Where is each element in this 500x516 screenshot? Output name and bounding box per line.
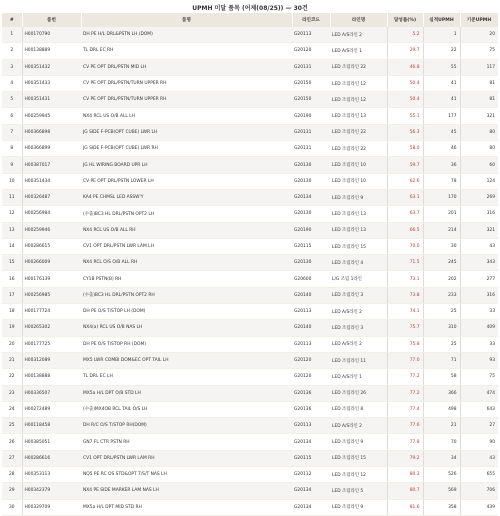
cell-index: 19 <box>2 320 22 336</box>
cell-standard-upmh: 343 <box>460 255 498 271</box>
cell-part-no: H00266009 <box>22 255 81 271</box>
cell-line-code: G20130 <box>292 206 330 222</box>
table-row[interactable] <box>2 141 498 157</box>
cell-actual-upmh: 55 <box>423 59 460 75</box>
column-header-line-code[interactable]: 라인코드 <box>292 13 330 27</box>
cell-index: 15 <box>2 255 22 271</box>
cell-index: 20 <box>2 336 22 352</box>
cell-standard-upmh: 117 <box>460 59 498 75</box>
cell-achievement-rate: 77.2 <box>387 385 423 401</box>
cell-index: 30 <box>2 499 22 515</box>
cell-actual-upmh: 22 <box>423 43 460 59</box>
cell-standard-upmh: 655 <box>460 467 498 483</box>
cell-index: 21 <box>2 352 22 368</box>
column-header-part-name[interactable]: 품명 <box>81 13 292 27</box>
cell-index: 18 <box>2 304 22 320</box>
cell-part-no: H00259945 <box>22 108 81 124</box>
cell-achievement-rate: 77.2 <box>387 369 423 385</box>
cell-line-name: LED 조립라인 13 <box>330 108 387 124</box>
cell-actual-upmh: 1 <box>423 27 460 43</box>
table-row[interactable] <box>2 157 498 173</box>
cell-line-name: LED A/S라인 1 <box>330 43 387 59</box>
cell-index: 2 <box>2 43 22 59</box>
cell-part-no: H00351434 <box>22 173 81 189</box>
cell-line-name: LED 조립라인 9 <box>330 499 387 515</box>
table-row[interactable] <box>2 255 498 271</box>
cell-achievement-rate: 77.4 <box>387 401 423 417</box>
cell-standard-upmh: 277 <box>460 271 498 287</box>
table-row[interactable] <box>2 75 498 91</box>
cell-part-name: CV PE OPT DRL/PSTN/TURN UPPER RH <box>81 75 292 91</box>
cell-part-no: H00329709 <box>22 499 81 515</box>
cell-part-no: H00138889 <box>22 43 81 59</box>
cell-part-name: DH PE O/S T/STOP LH (DOM) <box>81 304 292 320</box>
cell-standard-upmh: 43 <box>460 450 498 466</box>
cell-standard-upmh: 124 <box>460 173 498 189</box>
cell-line-name: L/G 조립 1라인 <box>330 271 387 287</box>
table-row[interactable] <box>2 467 498 483</box>
cell-line-code: G20115 <box>292 238 330 254</box>
cell-actual-upmh: 358 <box>423 499 460 515</box>
cell-part-name: (수출)BC3 HL DRL/PSTN OPT2 LH <box>81 206 292 222</box>
cell-line-name: LED 조립라인 15 <box>330 238 387 254</box>
cell-standard-upmh: 706 <box>460 483 498 499</box>
cell-part-name: MX5a H/L DPT MID STD RH <box>81 499 292 515</box>
cell-actual-upmh: 498 <box>423 401 460 417</box>
cell-actual-upmh: 30 <box>423 238 460 254</box>
cell-part-name: CV1 OPT DRL/PSTN LWR LAM RH <box>81 450 292 466</box>
cell-line-name: LED 조립라인 5 <box>330 483 387 499</box>
cell-line-name: LED 조립라인 4 <box>330 255 387 271</box>
cell-part-no: H00259946 <box>22 222 81 238</box>
cell-index: 12 <box>2 206 22 222</box>
cell-index: 9 <box>2 157 22 173</box>
cell-actual-upmh: 202 <box>423 271 460 287</box>
cell-index: 25 <box>2 418 22 434</box>
cell-actual-upmh: 21 <box>423 418 460 434</box>
cell-actual-upmh: 36 <box>423 157 460 173</box>
cell-line-code: G20113 <box>292 304 330 320</box>
cell-line-code: G20131 <box>292 141 330 157</box>
cell-line-name: LED 조립라인 26 <box>330 385 387 401</box>
cell-achievement-rate: 63.7 <box>387 206 423 222</box>
cell-achievement-rate: 77.6 <box>387 418 423 434</box>
cell-line-name: LED A/S라인 1 <box>330 369 387 385</box>
cell-standard-upmh: 409 <box>460 320 498 336</box>
cell-achievement-rate: 81.6 <box>387 499 423 515</box>
cell-part-no: H00176139 <box>22 271 81 287</box>
cell-part-name: NX4 RCL O/S O/B ALL RH <box>81 255 292 271</box>
cell-standard-upmh: 93 <box>460 352 498 368</box>
cell-line-name: LED 조립라인 10 <box>330 173 387 189</box>
cell-part-no: H00177725 <box>22 336 81 352</box>
upmh-table <box>2 13 499 516</box>
cell-actual-upmh: 71 <box>423 352 460 368</box>
table-row[interactable] <box>2 369 498 385</box>
cell-part-name: CV PE OPT DRL/PSTN LOWER LH <box>81 173 292 189</box>
cell-part-no: H00385051 <box>22 434 81 450</box>
cell-part-name: NX4 RCL US O/B ALL RH <box>81 222 292 238</box>
table-row[interactable] <box>2 92 498 108</box>
cell-line-name: LED 조립라인 10 <box>330 157 387 173</box>
cell-index: 6 <box>2 108 22 124</box>
cell-achievement-rate: 29.7 <box>387 43 423 59</box>
table-row[interactable] <box>2 59 498 75</box>
cell-achievement-rate: 58.0 <box>387 141 423 157</box>
cell-line-code: G20190 <box>292 108 330 124</box>
cell-index: 10 <box>2 173 22 189</box>
cell-achievement-rate: 77.8 <box>387 434 423 450</box>
cell-actual-upmh: 70 <box>423 434 460 450</box>
table-row[interactable] <box>2 304 498 320</box>
cell-actual-upmh: 78 <box>423 173 460 189</box>
cell-line-code: G20130 <box>292 157 330 173</box>
cell-line-name: LED 조립라인 22 <box>330 59 387 75</box>
cell-index: 27 <box>2 450 22 466</box>
cell-line-code: G20134 <box>292 483 330 499</box>
cell-part-name: NQ5 PE RC OS STD&OPT T/S/T NAS LH <box>81 467 292 483</box>
cell-achievement-rate: 77.0 <box>387 352 423 368</box>
cell-actual-upmh: 569 <box>423 483 460 499</box>
table-row[interactable] <box>2 352 498 368</box>
cell-index: 13 <box>2 222 22 238</box>
cell-line-code: G20120 <box>292 369 330 385</box>
cell-line-code: G20120 <box>292 43 330 59</box>
cell-actual-upmh: 41 <box>423 92 460 108</box>
cell-index: 22 <box>2 369 22 385</box>
cell-index: 26 <box>2 434 22 450</box>
table-row[interactable] <box>2 271 498 287</box>
cell-line-name: LED 조립라인 12 <box>330 75 387 91</box>
cell-line-code: G20112 <box>292 467 330 483</box>
cell-line-name: LED 조립라인 13 <box>330 206 387 222</box>
cell-part-name: GN7 FL CTR PSTN RH <box>81 434 292 450</box>
cell-achievement-rate: 80.3 <box>387 467 423 483</box>
cell-standard-upmh: 43 <box>460 238 498 254</box>
table-row[interactable] <box>2 450 498 466</box>
cell-part-name: DH R/C O/S T/STOP RH(DOM) <box>81 418 292 434</box>
cell-line-name: LED 조립라인 9 <box>330 189 387 205</box>
cell-line-code: G20136 <box>292 385 330 401</box>
cell-part-name: (수출)BC3 HL DRL/PSTN OPT2 RH <box>81 287 292 303</box>
cell-part-no: H00286615 <box>22 238 81 254</box>
cell-achievement-rate: 56.3 <box>387 124 423 140</box>
cell-achievement-rate: 66.5 <box>387 222 423 238</box>
cell-standard-upmh: 75 <box>460 43 498 59</box>
cell-line-name: LED 조립라인 9 <box>330 434 387 450</box>
cell-line-code: G20115 <box>292 450 330 466</box>
cell-index: 17 <box>2 287 22 303</box>
table-row[interactable] <box>2 483 498 499</box>
cell-achievement-rate: 59.7 <box>387 157 423 173</box>
cell-line-code: G20131 <box>292 124 330 140</box>
cell-part-no: H00353113 <box>22 467 81 483</box>
cell-index: 29 <box>2 483 22 499</box>
table-row[interactable] <box>2 43 498 59</box>
cell-index: 5 <box>2 92 22 108</box>
cell-actual-upmh: 34 <box>423 450 460 466</box>
cell-line-code: G20190 <box>292 222 330 238</box>
cell-standard-upmh: 474 <box>460 385 498 401</box>
cell-part-no: H00170790 <box>22 27 81 43</box>
cell-index: 3 <box>2 59 22 75</box>
cell-line-name: LED 조립라인 13 <box>330 222 387 238</box>
cell-index: 4 <box>2 75 22 91</box>
cell-standard-upmh: 316 <box>460 287 498 303</box>
cell-part-name: JG SIDE F-PCB(OPT CUBE) LWR LH <box>81 124 292 140</box>
table-row[interactable] <box>2 385 498 401</box>
cell-actual-upmh: 170 <box>423 189 460 205</box>
cell-part-name: TL DRL EC LH <box>81 369 292 385</box>
cell-line-code: G20140 <box>292 287 330 303</box>
cell-actual-upmh: 245 <box>423 255 460 271</box>
cell-part-no: H00366899 <box>22 141 81 157</box>
cell-part-name: CY1B PSTN(B) RH <box>81 271 292 287</box>
cell-part-name: DH PE H/L DRL&PSTN LH (DOM) <box>81 27 292 43</box>
cell-actual-upmh: 366 <box>423 385 460 401</box>
cell-line-code: G20120 <box>292 352 330 368</box>
cell-part-name: MX5 LWR COMBI DOM&EC OPT TAIL LH <box>81 352 292 368</box>
column-header-actual-upmh[interactable]: 실적UPMH <box>423 13 460 27</box>
cell-index: 8 <box>2 141 22 157</box>
cell-actual-upmh: 25 <box>423 304 460 320</box>
cell-line-code: G20134 <box>292 434 330 450</box>
cell-actual-upmh: 201 <box>423 206 460 222</box>
cell-actual-upmh: 214 <box>423 222 460 238</box>
cell-part-no: H00336507 <box>22 385 81 401</box>
cell-part-no: H00351433 <box>22 75 81 91</box>
cell-achievement-rate: 62.6 <box>387 173 423 189</box>
cell-standard-upmh: 321 <box>460 222 498 238</box>
cell-achievement-rate: 73.1 <box>387 271 423 287</box>
cell-line-code: G20150 <box>292 75 330 91</box>
table-row[interactable] <box>2 287 498 303</box>
cell-achievement-rate: 70.0 <box>387 238 423 254</box>
cell-line-code: G20134 <box>292 189 330 205</box>
cell-line-name: LED 조립라인 15 <box>330 450 387 466</box>
cell-line-code: G20131 <box>292 59 330 75</box>
cell-line-code: G20600 <box>292 271 330 287</box>
cell-standard-upmh: 60 <box>460 157 498 173</box>
cell-part-no: H00138888 <box>22 369 81 385</box>
cell-part-no: H00366898 <box>22 124 81 140</box>
table-row[interactable] <box>2 173 498 189</box>
cell-part-name: MX5a H/L DPT O/B STD LH <box>81 385 292 401</box>
table-row[interactable] <box>2 238 498 254</box>
cell-standard-upmh: 316 <box>460 206 498 222</box>
cell-line-code: G20134 <box>292 499 330 515</box>
cell-part-no: H00351432 <box>22 59 81 75</box>
cell-line-name: LED A/S라인 2 <box>330 27 387 43</box>
cell-achievement-rate: 55.1 <box>387 108 423 124</box>
cell-line-name: LED 조립라인 22 <box>330 124 387 140</box>
page-title: UPMH 미달 품목 (어제(08/25)) — 30건 <box>192 5 308 12</box>
cell-standard-upmh: 80 <box>460 124 498 140</box>
table-row[interactable] <box>2 336 498 352</box>
cell-actual-upmh: 310 <box>423 320 460 336</box>
cell-line-name: LED 조립라인 12 <box>330 467 387 483</box>
table-row[interactable] <box>2 222 498 238</box>
column-header-part-no[interactable]: 품번 <box>22 13 81 27</box>
cell-actual-upmh: 233 <box>423 287 460 303</box>
cell-line-name: LED 조립라인 3 <box>330 320 387 336</box>
cell-standard-upmh: 90 <box>460 434 498 450</box>
cell-line-name: LED 조립라인 11 <box>330 352 387 368</box>
cell-standard-upmh: 269 <box>460 189 498 205</box>
cell-part-no: H00256984 <box>22 206 81 222</box>
cell-part-no: H00286616 <box>22 450 81 466</box>
cell-part-name: NX4 RCL US O/B ALL LH <box>81 108 292 124</box>
column-header-achievement-rate[interactable]: 달성률(%) <box>387 13 423 27</box>
table-row[interactable] <box>2 108 498 124</box>
cell-standard-upmh: 75 <box>460 369 498 385</box>
cell-actual-upmh: 25 <box>423 336 460 352</box>
cell-line-code: G20113 <box>292 418 330 434</box>
cell-standard-upmh: 81 <box>460 92 498 108</box>
cell-part-no: H00177724 <box>22 304 81 320</box>
cell-achievement-rate: 79.2 <box>387 450 423 466</box>
cell-part-no: H00312089 <box>22 352 81 368</box>
cell-achievement-rate: 50.4 <box>387 75 423 91</box>
cell-part-name: JG SIDE F-PCB(OPT CUBE) LWR RH <box>81 141 292 157</box>
cell-standard-upmh: 20 <box>460 27 498 43</box>
cell-index: 24 <box>2 401 22 417</box>
table-header-row <box>2 13 498 27</box>
cell-achievement-rate: 75.7 <box>387 320 423 336</box>
cell-part-no: H00272489 <box>22 401 81 417</box>
table-row[interactable] <box>2 320 498 336</box>
cell-part-name: TL DRL EC RH <box>81 43 292 59</box>
cell-line-code: G20113 <box>292 336 330 352</box>
cell-standard-upmh: 80 <box>460 141 498 157</box>
table-row[interactable] <box>2 401 498 417</box>
cell-standard-upmh: 33 <box>460 336 498 352</box>
cell-achievement-rate: 63.1 <box>387 189 423 205</box>
cell-standard-upmh: 643 <box>460 401 498 417</box>
cell-part-name: CV PE OPT DRL/PSTN/TURN UPPER RH <box>81 92 292 108</box>
cell-achievement-rate: 71.5 <box>387 255 423 271</box>
cell-line-name: LED 조립라인 22 <box>330 141 387 157</box>
cell-actual-upmh: 58 <box>423 369 460 385</box>
cell-line-name: LED A/S라인 2 <box>330 304 387 320</box>
cell-index: 7 <box>2 124 22 140</box>
cell-line-name: LED A/S라인 2 <box>330 418 387 434</box>
cell-actual-upmh: 46 <box>423 141 460 157</box>
cell-standard-upmh: 27 <box>460 418 498 434</box>
cell-part-no: H00351431 <box>22 92 81 108</box>
cell-line-code: G20130 <box>292 173 330 189</box>
cell-part-name: NX4 PE SIDE MARKER LAM NAS LH <box>81 483 292 499</box>
cell-part-no: H00118458 <box>22 418 81 434</box>
table-row[interactable] <box>2 434 498 450</box>
cell-index: 1 <box>2 27 22 43</box>
cell-part-no: H00265302 <box>22 320 81 336</box>
cell-part-name: DH PE O/S T/STOP RH (DOM) <box>81 336 292 352</box>
cell-part-no: H00256985 <box>22 287 81 303</box>
cell-standard-upmh: 321 <box>460 108 498 124</box>
cell-part-no: H00326487 <box>22 189 81 205</box>
cell-achievement-rate: 73.8 <box>387 287 423 303</box>
cell-standard-upmh: 439 <box>460 499 498 515</box>
cell-achievement-rate: 46.8 <box>387 59 423 75</box>
cell-part-name: (수출)MX4OB RCL TAIL O/S LH <box>81 401 292 417</box>
cell-standard-upmh: 81 <box>460 75 498 91</box>
cell-line-code: G20136 <box>292 401 330 417</box>
cell-part-name: NX4(a) RCL US O/B NAS LH <box>81 320 292 336</box>
cell-achievement-rate: 80.7 <box>387 483 423 499</box>
column-header-index[interactable]: # <box>2 13 22 27</box>
cell-achievement-rate: 5.2 <box>387 27 423 43</box>
cell-index: 23 <box>2 385 22 401</box>
cell-actual-upmh: 526 <box>423 467 460 483</box>
cell-line-name: LED A/S라인 2 <box>330 336 387 352</box>
cell-index: 28 <box>2 467 22 483</box>
table-row[interactable] <box>2 418 498 434</box>
cell-actual-upmh: 45 <box>423 124 460 140</box>
column-header-line-name[interactable]: 라인명 <box>330 13 387 27</box>
cell-line-name: LED 조립라인 12 <box>330 92 387 108</box>
cell-index: 16 <box>2 271 22 287</box>
cell-line-name: LED 조립라인 8 <box>330 401 387 417</box>
cell-line-name: LED 조립라인 3 <box>330 287 387 303</box>
cell-line-code: G20113 <box>292 27 330 43</box>
column-header-standard-upmh[interactable]: 기준UPMH <box>460 13 498 27</box>
cell-line-code: G20150 <box>292 92 330 108</box>
table-row[interactable] <box>2 189 498 205</box>
table-row[interactable] <box>2 499 498 515</box>
cell-part-name: JG HL WIRING BOARD UPR LH <box>81 157 292 173</box>
cell-achievement-rate: 75.8 <box>387 336 423 352</box>
cell-line-code: G20140 <box>292 320 330 336</box>
cell-part-no: H00387017 <box>22 157 81 173</box>
cell-index: 14 <box>2 238 22 254</box>
cell-part-name: CV PE OPT DRL/PSTN MID LH <box>81 59 292 75</box>
cell-line-code: G20130 <box>292 255 330 271</box>
cell-actual-upmh: 41 <box>423 75 460 91</box>
cell-achievement-rate: 50.4 <box>387 92 423 108</box>
cell-part-name: KA4 PE CHMSL LED ASSW'Y <box>81 189 292 205</box>
cell-index: 11 <box>2 189 22 205</box>
cell-achievement-rate: 74.1 <box>387 304 423 320</box>
table-row[interactable] <box>2 124 498 140</box>
table-row[interactable] <box>2 27 498 43</box>
cell-part-no: H00342379 <box>22 483 81 499</box>
cell-standard-upmh: 33 <box>460 304 498 320</box>
cell-actual-upmh: 177 <box>423 108 460 124</box>
table-row[interactable] <box>2 206 498 222</box>
cell-part-name: CV1 OPT DRL/PSTN LWR LAM LH <box>81 238 292 254</box>
